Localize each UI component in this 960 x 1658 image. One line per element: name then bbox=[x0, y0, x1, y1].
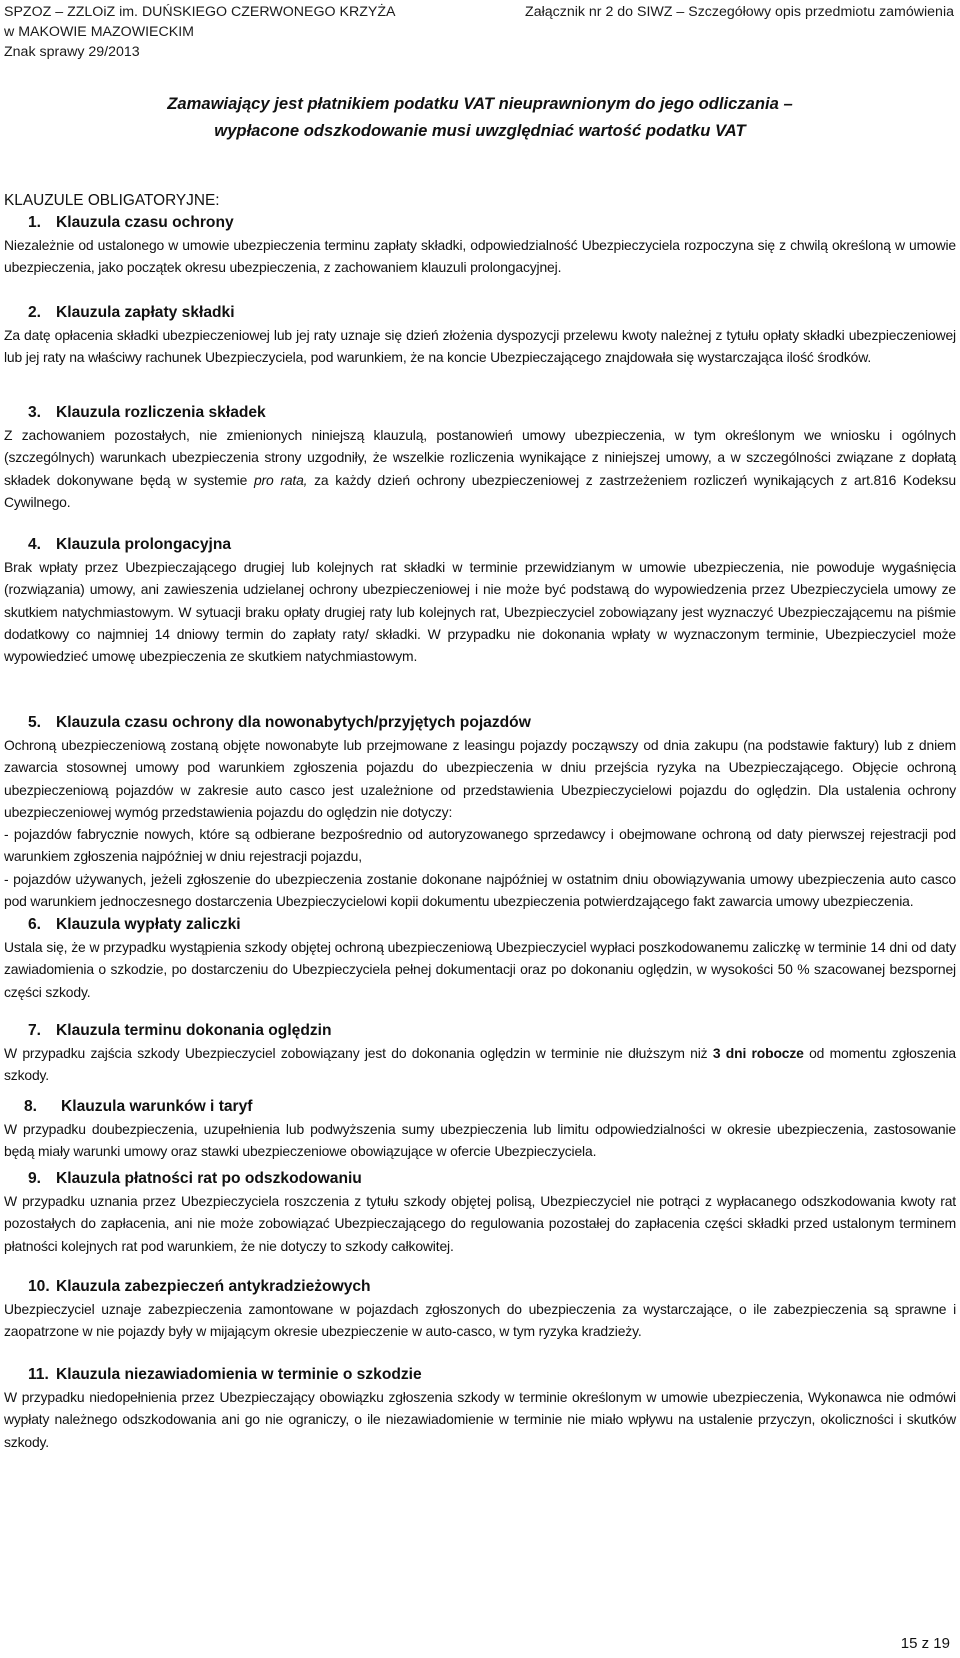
clause-number: 1. bbox=[28, 214, 42, 231]
clause-text: Ubezpieczyciel uznaje zabezpieczenia zamontowane w pojazdach zgłoszonych do ubezpieczenia za wystarczające, o ile zabezpieczenia są sprawne i zaopatrzone w nie pojazdy były w mijającym okresie ubezpieczenie w auto-casco, w tym ryzyka kradzieży. bbox=[4, 1301, 956, 1340]
clause-number: 4. bbox=[28, 536, 42, 553]
clause-text: W przypadku doubezpieczenia, uzupełnienia lub podwyższenia sumy ubezpieczenia lub limitu odpowiedzialności w okresie ubezpieczenia, zastosowanie będą miały warunki umowy oraz stawki ubezpieczeniowe obowiązujące w ofercie Ubezpieczyciela. bbox=[4, 1121, 956, 1160]
clause-number: 9. bbox=[28, 1170, 42, 1187]
clause-bullet: - pojazdów fabrycznie nowych, które są odbierane bezpośrednio od autoryzowanego sprzedawcy i obejmowane ochroną od daty pierwszej rejestracji pod warunkiem zgłoszenia najpóźniej w dniu rejestracji pojazdu, bbox=[4, 826, 956, 865]
header-left bbox=[4, 2, 396, 62]
vat-notice bbox=[0, 90, 960, 144]
clause-title: Klauzula zabezpieczeń antykradzieżowych bbox=[56, 1278, 371, 1295]
clause-text-part: W przypadku zajścia szkody Ubezpieczyciel zobowiązany jest do dokonania oględzin w terminie nie dłuższym niż bbox=[4, 1045, 713, 1061]
header-org-line1: SPZOZ – ZZLOiZ im. DUŃSKIEGO CZERWONEGO KRZYŻA bbox=[4, 4, 396, 20]
clause-1 bbox=[4, 212, 956, 279]
clause-title: Klauzula czasu ochrony bbox=[56, 214, 234, 231]
clause-number: 6. bbox=[28, 916, 42, 933]
clause-text-part: za każdy dzień ochrony ubezpieczeniowej z zastrzeżeniem rozliczeń wynikających z art.816 Kodeksu Cywilnego. bbox=[4, 471, 956, 510]
clause-2 bbox=[4, 302, 956, 369]
clause-text: Za datę opłacenia składki ubezpieczeniowej lub jej raty uznaje się dzień złożenia dyspozycji przelewu kwoty należnej z tytułu opłaty składki ubezpieczeniowej lub jej raty na właściwy rachunek Ubezpieczyciela, pod warunkiem, że na koncie Ubezpieczającego znajdowała się wystarczająca ilość środków. bbox=[4, 327, 956, 366]
clause-text: Ochroną ubezpieczeniową zostaną objęte nowonabyte lub przejmowane z leasingu pojazdy począwszy od dnia zakupu (na podstawie faktury) lub z dniem zawarcia stosownej umowy pod warunkiem zgłoszenia pojazdu do ubezpieczenia w dniu przejścia ryzyka na Ubezpieczającego. Objęcie ochroną ubezpieczeniową pojazdów w zakresie auto casco jest uzależnione od przedstawienia Ubezpieczycielowi pojazdu do oględzin. Dla ustalenia ochrony ubezpieczeniowej wymóg przedstawienia pojazdu do oględzin nie dotyczy: bbox=[4, 737, 956, 820]
clause-heading bbox=[4, 1096, 956, 1118]
clause-heading bbox=[4, 302, 956, 324]
clause-text bbox=[4, 424, 956, 513]
clause-heading bbox=[4, 1276, 956, 1298]
clause-title: Klauzula terminu dokonania oględzin bbox=[56, 1022, 332, 1039]
clause-number: 2. bbox=[28, 304, 42, 321]
vat-notice-line2: wypłacone odszkodowanie musi uwzględniać wartość podatku VAT bbox=[214, 121, 746, 140]
clause-bullet: - pojazdów używanych, jeżeli zgłoszenie do ubezpieczenia zostanie dokonane najpóźniej w ostatnim dniu obowiązywania umowy ubezpieczenia auto casco pod warunkiem jednoczesnego dostarczenia Ubezpieczycielowi kopii dokumentu ubezpieczenia potwierdzającego fakt zawarcia umowy ubezpieczenia. bbox=[4, 870, 956, 910]
clause-number: 10. bbox=[28, 1278, 50, 1295]
clause-6 bbox=[4, 914, 956, 1003]
clause-title: Klauzula zapłaty składki bbox=[56, 304, 235, 321]
clause-5 bbox=[4, 712, 956, 912]
clause-3 bbox=[4, 402, 956, 513]
clause-title: Klauzula płatności rat po odszkodowaniu bbox=[56, 1170, 362, 1187]
clause-text: W przypadku uznania przez Ubezpieczyciela roszczenia z tytułu szkody objętej polisą, Ubezpieczyciel nie potrąci z wypłacanego odszkodowania kwoty rat pozostałych do zapłacenia, ani nie może zobowiązać Ubezpieczającego do regulowania pozostałej do zapłacenia części składki przed ustalonym terminem płatności kolejnych rat pod warunkiem, że nie dotyczy to szkody całkowitej. bbox=[4, 1193, 956, 1254]
clause-heading bbox=[4, 1364, 956, 1386]
clause-number: 5. bbox=[28, 714, 42, 731]
clause-title: Klauzula wypłaty zaliczki bbox=[56, 916, 241, 933]
clause-title: Klauzula rozliczenia składek bbox=[56, 404, 266, 421]
clause-heading bbox=[4, 402, 956, 424]
clause-8 bbox=[4, 1096, 956, 1163]
clause-title: Klauzula warunków i taryf bbox=[61, 1098, 253, 1115]
clause-text-part: Z zachowaniem pozostałych, nie zmienionych niniejszą klauzulą, postanowień umowy ubezpieczenia, w tym określonym we wniosku i ogólnych (szczególnych) warunkach ubezpieczenia strony uzgodniły, że wszelkie rozliczenia wynikające z niniejszej umowy, a w szczególności związane z dopłatą składek dokonywane będą w systemie bbox=[4, 427, 956, 488]
clause-number: 11. bbox=[28, 1366, 49, 1383]
clause-heading bbox=[4, 212, 956, 234]
clause-text: W przypadku niedopełnienia przez Ubezpieczający obowiązku zgłoszenia szkody w terminie określonym w umowie ubezpieczenia, Wykonawca nie odmówi wypłaty należnego odszkodowania ani go nie ograniczy, o ile niezawiadomienie w terminie nie miało wpływu na ustalenie przyczyn, okoliczności i skutków szkody. bbox=[4, 1389, 956, 1450]
clause-title: Klauzula niezawiadomienia w terminie o szkodzie bbox=[56, 1366, 422, 1383]
clause-11 bbox=[4, 1364, 956, 1453]
clause-4 bbox=[4, 534, 956, 667]
clause-text bbox=[4, 1042, 956, 1087]
clause-number: 8. bbox=[24, 1098, 38, 1115]
clause-7 bbox=[4, 1020, 956, 1087]
clause-text: Ustala się, że w przypadku wystąpienia szkody objętej ochroną ubezpieczeniową Ubezpieczyciel wypłaci poszkodowanemu zaliczkę w terminie 14 dni od daty zawiadomienia o szkodzie, po dostarczeniu do Ubezpieczyciela pełnej dokumentacji oraz po dokonaniu oględzin, w wysokości 50 % szacowanej bezspornej części szkody. bbox=[4, 939, 956, 1000]
clause-title: Klauzula prolongacyjna bbox=[56, 536, 232, 553]
clause-heading bbox=[4, 534, 956, 556]
clause-text-part: od momentu zgłoszenia szkody. bbox=[4, 1045, 956, 1084]
clause-text: Niezależnie od ustalonego w umowie ubezpieczenia terminu zapłaty składki, odpowiedzialność Ubezpieczyciela rozpoczyna się z chwilą określoną w umowie ubezpieczenia, jako początek okresu ubezpieczenia, z zachowaniem klauzuli prolongacyjnej. bbox=[4, 237, 956, 276]
page-number: 15 z 19 bbox=[900, 1635, 950, 1652]
clause-heading bbox=[4, 712, 956, 734]
clause-text: Brak wpłaty przez Ubezpieczającego drugiej lub kolejnych rat składki w terminie przewidzianym w umowie ubezpieczenia, nie powoduje wygaśnięcia (rozwiązania) umowy, ani zawieszenia udzielanej ochrony ubezpieczeniowej i nie może być podstawą do wypowiedzenia przez Ubezpieczyciela umowy ze skutkiem natychmiastowym. W sytuacji braku opłaty drugiej raty lub kolejnych rat, Ubezpieczyciel zobowiązany jest wyznaczyć Ubezpieczającemu na piśmie dodatkowy co najmniej 14 dniowy termin do zapłaty raty/ składki. W przypadku nie dokonania wpłaty w wyznaczonym terminie, Ubezpieczyciel może wypowiedzieć umowę ubezpieczenia ze skutkiem natychmiastowym. bbox=[4, 559, 956, 665]
clause-heading bbox=[4, 914, 956, 936]
clause-10 bbox=[4, 1276, 956, 1343]
clause-9 bbox=[4, 1168, 956, 1257]
clause-heading bbox=[4, 1168, 956, 1190]
clause-text-italic: pro rata, bbox=[253, 471, 308, 488]
header-org-line2: w MAKOWIE MAZOWIECKIM bbox=[4, 24, 194, 40]
clause-text-bold: 3 dni robocze bbox=[712, 1045, 804, 1061]
clause-number: 3. bbox=[28, 404, 42, 421]
vat-notice-line1: Zamawiający jest płatnikiem podatku VAT nieuprawnionym do jego odliczania – bbox=[167, 94, 793, 113]
header-case-number: Znak sprawy 29/2013 bbox=[4, 44, 140, 60]
clause-number: 7. bbox=[28, 1022, 42, 1039]
header-attachment: Załącznik nr 2 do SIWZ – Szczegółowy opis przedmiotu zamówienia bbox=[525, 4, 954, 20]
clause-heading bbox=[4, 1020, 956, 1042]
clause-title: Klauzula czasu ochrony dla nowonabytych/przyjętych pojazdów bbox=[56, 714, 531, 731]
obligatory-clauses-title: KLAUZULE OBLIGATORYJNE: bbox=[4, 192, 220, 209]
